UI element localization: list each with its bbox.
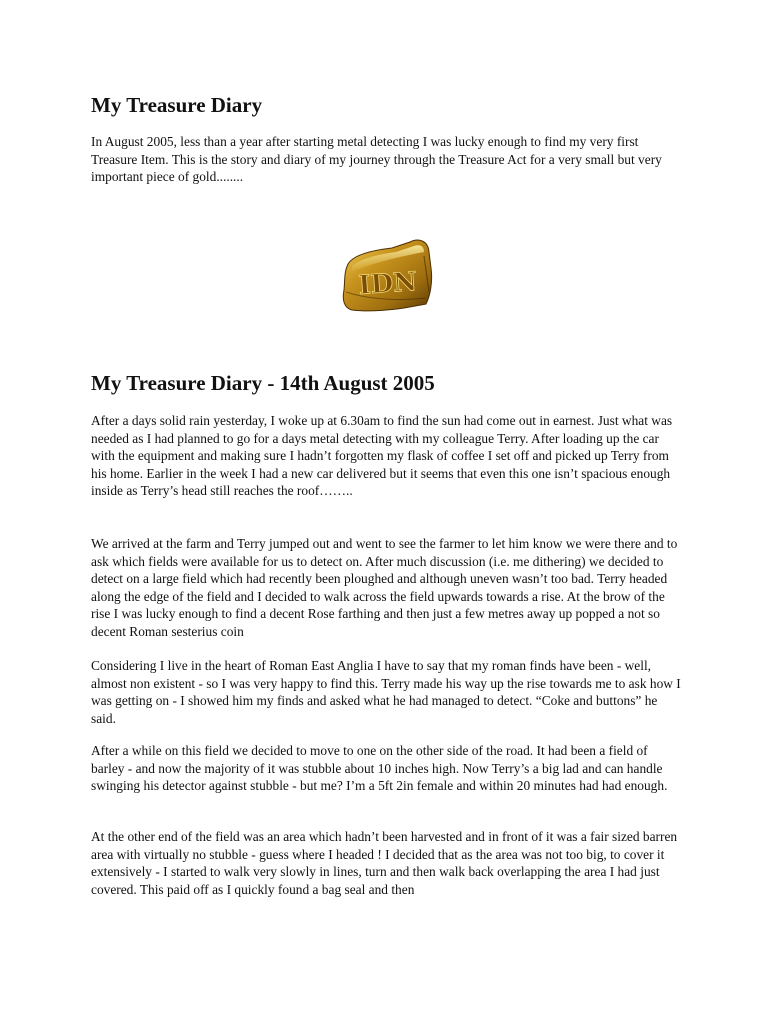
diary-entry-heading: My Treasure Diary - 14th August 2005: [91, 371, 435, 395]
intro-paragraph: In August 2005, less than a year after starting metal detecting I was lucky enough to find my very first Treasure Item. This is the story and diary of my journey through the Treasure Act for a very small but very important piece of gold........: [91, 134, 662, 185]
diary-paragraph: Considering I live in the heart of Roman East Anglia I have to say that my roman finds have been - well, almost non existent - so I was very happy to find this. Terry made his way up the rise towards me to ask how I was getting on - I showed him my finds and asked what he had managed to detect. “Coke and buttons” he said.: [91, 658, 681, 726]
artifact-inscription: IDN: [357, 267, 419, 302]
gold-fragment-icon: [334, 232, 436, 314]
diary-paragraph: After a while on this field we decided to move to one on the other side of the road. It had been a field of barley - and now the majority of it was stubble about 10 inches high. Now Terry’s a big lad and can handle swinging his detector against stubble - but me? I’m a 5ft 2in female and within 20 minutes had had enough.: [91, 743, 668, 794]
intro-heading: My Treasure Diary: [91, 93, 263, 117]
diary-paragraph: At the other end of the field was an area which hadn’t been harvested and in front of it was a fair sized barren area with virtually no stubble - guess where I headed ! I decided that as the area was not too big, to cover it extensively - I started to walk very slowly in lines, turn and then walk back overlapping the area I had just covered. This paid off as I quickly found a bag seal and then: [91, 829, 678, 897]
diary-paragraph: After a days solid rain yesterday, I woke up at 6.30am to find the sun had come out in earnest. Just what was needed as I had planned to go for a days metal detecting with my colleague Terry. After loading up the car with the equipment and making sure I hadn’t forgotten my flask of coffee I set off and picked up Terry from his home. Earlier in the week I had a new car delivered but it seems that even this one isn’t spacious enough inside as Terry’s head still reaches the roof……..: [91, 413, 673, 499]
gold-artifact-image: [334, 232, 436, 314]
diary-paragraph: We arrived at the farm and Terry jumped out and went to see the farmer to let him know we were there and to ask which fields were available for us to detect on. After much discussion (i.e. me dithering) we decided to detect on a large field which had recently been ploughed and although uneven wasn’t too bad. Terry headed along the edge of the field and I decided to walk across the field upwards towards a rise. At the brow of the rise I was lucky enough to find a decent Rose farthing and then just a few metres away up popped a not so decent Roman sesterius coin: [91, 536, 678, 639]
